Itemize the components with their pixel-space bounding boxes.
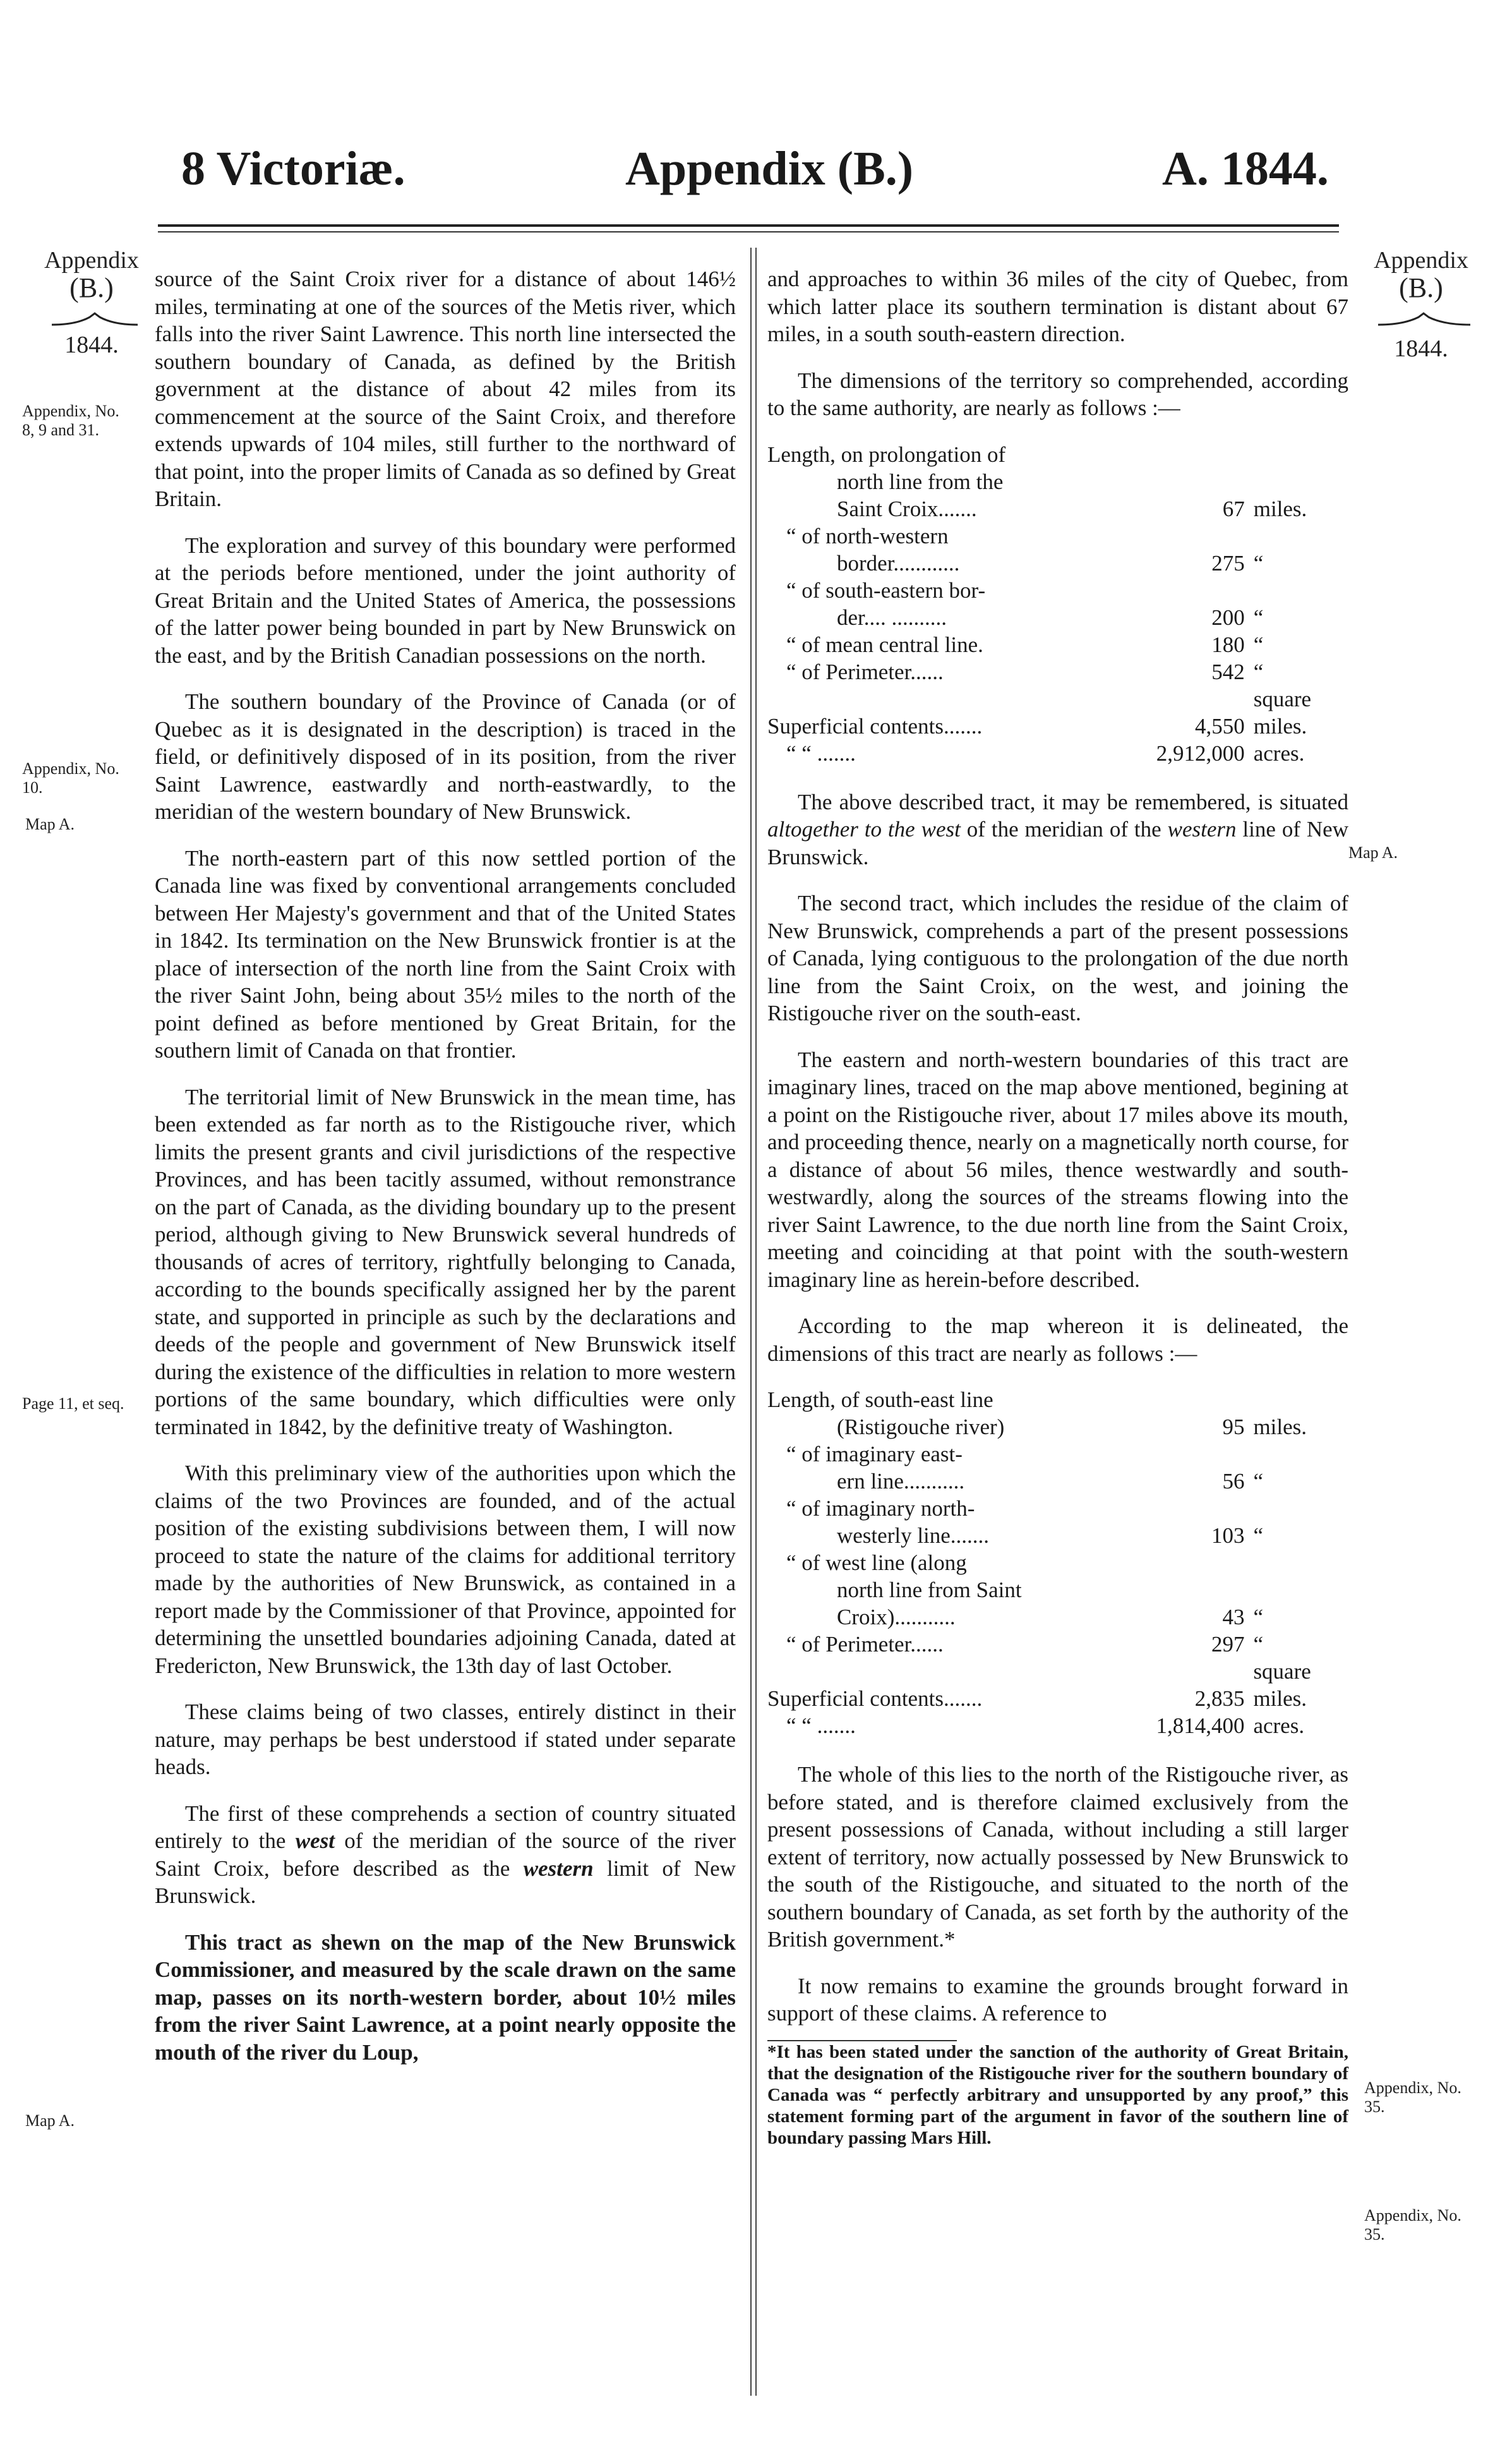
dimensions-label: north line from the [837, 469, 1004, 494]
dimensions-unit [1245, 468, 1348, 495]
margin-left-flourish [51, 311, 139, 330]
dimensions-value: 43 [1222, 1605, 1245, 1629]
dimensions-row [767, 1631, 1348, 1658]
margin-right-flourish [1377, 311, 1472, 330]
dimensions-row [767, 550, 1348, 577]
dimensions-label: der.... .......... [837, 605, 947, 630]
dimensions-unit [1244, 1495, 1348, 1522]
dimensions-label: north line from Saint [837, 1578, 1022, 1602]
footnote-rule [767, 2040, 957, 2041]
dimensions-label: westerly line....... [837, 1523, 990, 1548]
dimensions-unit [1245, 441, 1348, 468]
left-paragraph-6: With this preliminary view of the authorities upon which the claims of the two Provinces are founded, and of the actual position of the existing subdivisions between them, I will now proceed to state the nature of the claims for additional territory made by the authorities of New Brunswick, as contained in a report made by the Commissioner of that Province, appointed for determining the unsettled boundaries adjoining Canada, dated at Fredericton, New Brunswick, the 13th day of last October. [155, 1461, 736, 1678]
dimensions-value: 2,912,000 [1156, 740, 1245, 766]
dimensions-label: “ of west line (along [786, 1550, 967, 1575]
dimensions-unit: miles. [1253, 1415, 1307, 1439]
dimensions-label: “ of Perimeter...... [786, 659, 944, 684]
dimensions-value: 542 [1211, 659, 1245, 684]
dimensions-label: ern line........... [837, 1469, 965, 1494]
dimensions-row [767, 631, 1348, 658]
right-paragraph-3: The above described tract, it may be remembered, is situated altogether to the west of the meridian of the western line of New Brunswick. [767, 789, 1348, 869]
left-paragraph-5: The territorial limit of New Brunswick in the mean time, has been extended as far north as to the Ristigouche river, which limits the present grants and civil jurisdictions of the respective Provinces, and has been tacitly assumed, without remonstrance on the part of Canada, as the dividing boundary up to the present period, although giving to New Brunswick several hundreds of thousands of acres of territory, rightfully belonging to Canada, according to the bounds specifically assigned her by the parent state, and supported in principle as such by the declarations and deeds of the people and government of New Brunswick itself during the existence of the difficulties in relation to more western portions of the same boundary, which difficulties were only terminated in 1842, by the definitive treaty of Washington. [155, 1084, 736, 1439]
dimensions-label: border............ [837, 550, 960, 576]
left-paragraph-1: source of the Saint Croix river for a distance of about 146½ miles, terminating at one of the sources of the Metis river, which falls into the river Saint Lawrence. This north line intersected the southern boundary of Canada, as defined by the British government at the distance of about 42 miles from its commencement at the source of the Saint Croix, and therefore extends upwards of 104 miles, still further to the northward of that point, into the proper limits of Canada as so defined by Great Britain. [155, 267, 736, 511]
dimensions-label: “ “ ....... [786, 1713, 856, 1738]
dimensions-value: 67 [1222, 496, 1245, 521]
dimensions-row [767, 468, 1348, 495]
header-right: A. 1844. [1162, 142, 1329, 195]
dimensions-row [767, 1658, 1348, 1712]
dimensions-value [1132, 1576, 1245, 1603]
dimensions-unit [1245, 577, 1348, 604]
dimensions-row [767, 1712, 1348, 1739]
dimensions-value [1132, 1549, 1245, 1576]
dimensions-row [767, 441, 1348, 468]
margin-note-6: Map A. [1348, 843, 1398, 862]
dimensions-unit: square miles. [1253, 686, 1312, 739]
dimensions-label: Length, on prolongation of [767, 442, 1006, 467]
dimensions-value [1132, 522, 1244, 550]
dimensions-unit: “ [1253, 605, 1264, 630]
dimensions-value [1132, 1495, 1245, 1522]
left-paragraph-3: The southern boundary of the Province of Canada (or of Quebec as it is designated in the description) is traced in the field, or definitively disposed of in its position, from the river Saint Lawrence, eastwardly and north-eastwardly, to the meridian of the western boundary of New Brunswick. [155, 689, 736, 824]
dimensions-value: 275 [1211, 550, 1245, 576]
dimensions-value: 1,814,400 [1156, 1713, 1245, 1738]
dimensions-unit: miles. [1253, 496, 1307, 521]
dimensions-label: “ of imaginary north- [786, 1496, 975, 1521]
margin-note-1: Appendix, No. 8, 9 and 31. [22, 402, 119, 439]
margin-note-3: Map A. [25, 815, 75, 833]
dimensions-label: “ “ ....... [786, 740, 856, 766]
dimensions-row [767, 1413, 1348, 1440]
dimensions-unit [1244, 1576, 1348, 1603]
dimensions-table-1 [767, 441, 1348, 767]
right-paragraph-6: According to the map whereon it is delineated, the dimensions of this tract are nearly as follows :— [767, 1313, 1348, 1366]
dimensions-label: Length, of south-east line [767, 1387, 993, 1412]
margin-note-5: Map A. [25, 2111, 75, 2130]
dimensions-label: (Ristigouche river) [837, 1415, 1005, 1439]
dimensions-value: 56 [1222, 1469, 1245, 1494]
dimensions-label: Saint Croix....... [837, 496, 977, 521]
left-column [155, 265, 736, 2085]
dimensions-row [767, 740, 1348, 767]
dimensions-value [1132, 1440, 1245, 1468]
dimensions-unit: “ [1253, 659, 1264, 684]
dimensions-value: 103 [1211, 1523, 1245, 1548]
dimensions-value: 180 [1211, 632, 1245, 657]
dimensions-row [767, 604, 1348, 631]
dimensions-unit: acres. [1253, 740, 1305, 766]
header-center: Appendix (B.) [625, 142, 914, 195]
right-paragraph-8: It now remains to examine the grounds brought forward in support of these claims. A reference to [767, 1973, 1348, 2025]
dimensions-label: Superficial contents....... [767, 1686, 983, 1711]
margin-left-appendix: Appendix [44, 247, 139, 274]
margin-right-year: 1844. [1394, 335, 1448, 362]
left-paragraph-4: The north-eastern part of this now settled portion of the Canada line was fixed by conventional arrangements concluded between Her Majesty's government and that of the United States in 1842. Its termination on the New Brunswick frontier is at the place of intersection of the north line from the Saint Croix with the river Saint John, being about 35½ miles to the north of the point defined as before mentioned by Great Britain, for the southern limit of Canada on that frontier. [155, 845, 736, 1063]
dimensions-value: 2,835 [1194, 1686, 1245, 1711]
footnote: *It has been stated under the sanction of the authority of Great Britain, that the designation of the Ristigouche river for the southern boundary of Canada was “ perfectly arbitrary and unsupported by any proof,” this statement forming part of the argument in favor of the southern line of boundary passing Mars Hill. [767, 2041, 1348, 2148]
right-column [767, 265, 1348, 2168]
dimensions-unit [1245, 522, 1348, 550]
header-rule-thin [158, 231, 1339, 232]
dimensions-row [767, 1468, 1348, 1495]
margin-left-b: (B.) [69, 272, 114, 303]
dimensions-row [767, 658, 1348, 685]
dimensions-unit: “ [1253, 1523, 1263, 1548]
left-paragraph-2: The exploration and survey of this boundary were performed at the periods before mentioned, under the joint authority of Great Britain and the United States of America, the possessions of the latter power being bounded in part by New Brunswick on the east, and by the British Canadian possessions on the north. [155, 533, 736, 668]
dimensions-unit: “ [1253, 632, 1264, 657]
dimensions-table-2 [767, 1386, 1348, 1739]
dimensions-row [767, 1495, 1348, 1522]
dimensions-value: 4,550 [1194, 713, 1245, 739]
dimensions-value [1132, 1386, 1245, 1413]
dimensions-value [1132, 468, 1244, 495]
dimensions-row [767, 1440, 1348, 1468]
dimensions-row [767, 1576, 1348, 1603]
right-paragraph-7: The whole of this lies to the north of the Ristigouche river, as before stated, and is therefore claimed exclusively from the present possessions of Canada, without including a still larger extent of territory, now actually possessed by New Brunswick to the south of the Ristigouche, and situated to the north of the southern boundary of Canada, as set forth by the authority of the British government.* [767, 1762, 1348, 1952]
dimensions-value: 200 [1211, 605, 1245, 630]
dimensions-unit [1244, 1440, 1348, 1468]
header-rule [158, 224, 1339, 227]
margin-right-appendix: Appendix [1374, 247, 1468, 274]
right-paragraph-1: and approaches to within 36 miles of the city of Quebec, from which latter place its southern termination is distant about 67 miles, in a south south-eastern direction. [767, 267, 1348, 346]
dimensions-label: Croix)........... [837, 1605, 956, 1629]
dimensions-unit: “ [1253, 550, 1264, 576]
dimensions-label: “ of mean central line. [786, 632, 983, 657]
right-paragraph-2: The dimensions of the territory so comprehended, according to the same authority, are nearly as follows :— [767, 368, 1348, 420]
margin-left-year: 1844. [64, 332, 119, 358]
dimensions-label: “ of imaginary east- [786, 1442, 963, 1466]
dimensions-unit: acres. [1253, 1713, 1305, 1738]
dimensions-label: “ of Perimeter...... [786, 1632, 944, 1657]
left-paragraph-7: These claims being of two classes, entirely distinct in their nature, may perhaps be best understood if stated under separate heads. [155, 1699, 736, 1779]
dimensions-unit: “ [1253, 1469, 1263, 1494]
dimensions-row [767, 577, 1348, 604]
dimensions-row [767, 1522, 1348, 1549]
margin-note-4: Page 11, et seq. [22, 1394, 124, 1413]
dimensions-unit: “ [1253, 1605, 1263, 1629]
column-divider [750, 248, 752, 2396]
left-paragraph-8: The first of these comprehends a section of country situated entirely to the west of the meridian of the source of the river Saint Croix, before described as the western limit of New Brunswick. [155, 1801, 736, 1908]
dimensions-label: Superficial contents....... [767, 713, 983, 739]
margin-note-2: Appendix, No. 10. [22, 759, 119, 797]
dimensions-label: “ of north-western [786, 523, 949, 548]
margin-note-7: Appendix, No. 35. [1364, 2079, 1461, 2116]
dimensions-value [1132, 441, 1244, 468]
dimensions-row [767, 522, 1348, 550]
margin-right-b: (B.) [1399, 272, 1443, 303]
margin-note-8: Appendix, No. 35. [1364, 2206, 1461, 2243]
dimensions-unit: square miles. [1253, 1659, 1311, 1711]
dimensions-label: “ of south-eastern bor- [786, 577, 986, 603]
dimensions-row [767, 495, 1348, 522]
left-paragraph-9: This tract as shewn on the map of the New Brunswick Commissioner, and measured by the scale drawn on the same map, passes on its north-western border, about 10½ miles from the river Saint Lawrence, at a point nearly opposite the mouth of the river du Loup, [155, 1929, 736, 2065]
dimensions-value: 297 [1211, 1632, 1245, 1657]
dimensions-unit: “ [1253, 1632, 1263, 1657]
dimensions-unit [1244, 1386, 1348, 1413]
dimensions-unit [1244, 1549, 1348, 1576]
right-paragraph-5: The eastern and north-western boundaries of this tract are imaginary lines, traced on the map above mentioned, begining at a point on the Ristigouche river, about 17 miles above its mouth, and proceeding thence, nearly on a magnetically north course, for a distance of about 56 miles, thence westwardly and south-westwardly, along the sources of the streams flowing into the river Saint Lawrence, to the due north line from the Saint Croix, meeting and coinciding at that point with the south-western imaginary line as herein-before described. [767, 1047, 1348, 1292]
dimensions-row [767, 685, 1348, 740]
header-left: 8 Victoriæ. [181, 142, 405, 195]
dimensions-row [767, 1386, 1348, 1413]
dimensions-value: 95 [1222, 1415, 1245, 1439]
dimensions-row [767, 1603, 1348, 1631]
dimensions-row [767, 1549, 1348, 1576]
column-divider-2 [755, 248, 757, 2396]
dimensions-value [1132, 577, 1244, 604]
right-paragraph-4: The second tract, which includes the residue of the claim of New Brunswick, comprehends a part of the present possessions of Canada, lying contiguous to the prolongation of the due north line from the Saint Croix, on the west, and joining the Ristigouche river on the south-east. [767, 891, 1348, 1025]
